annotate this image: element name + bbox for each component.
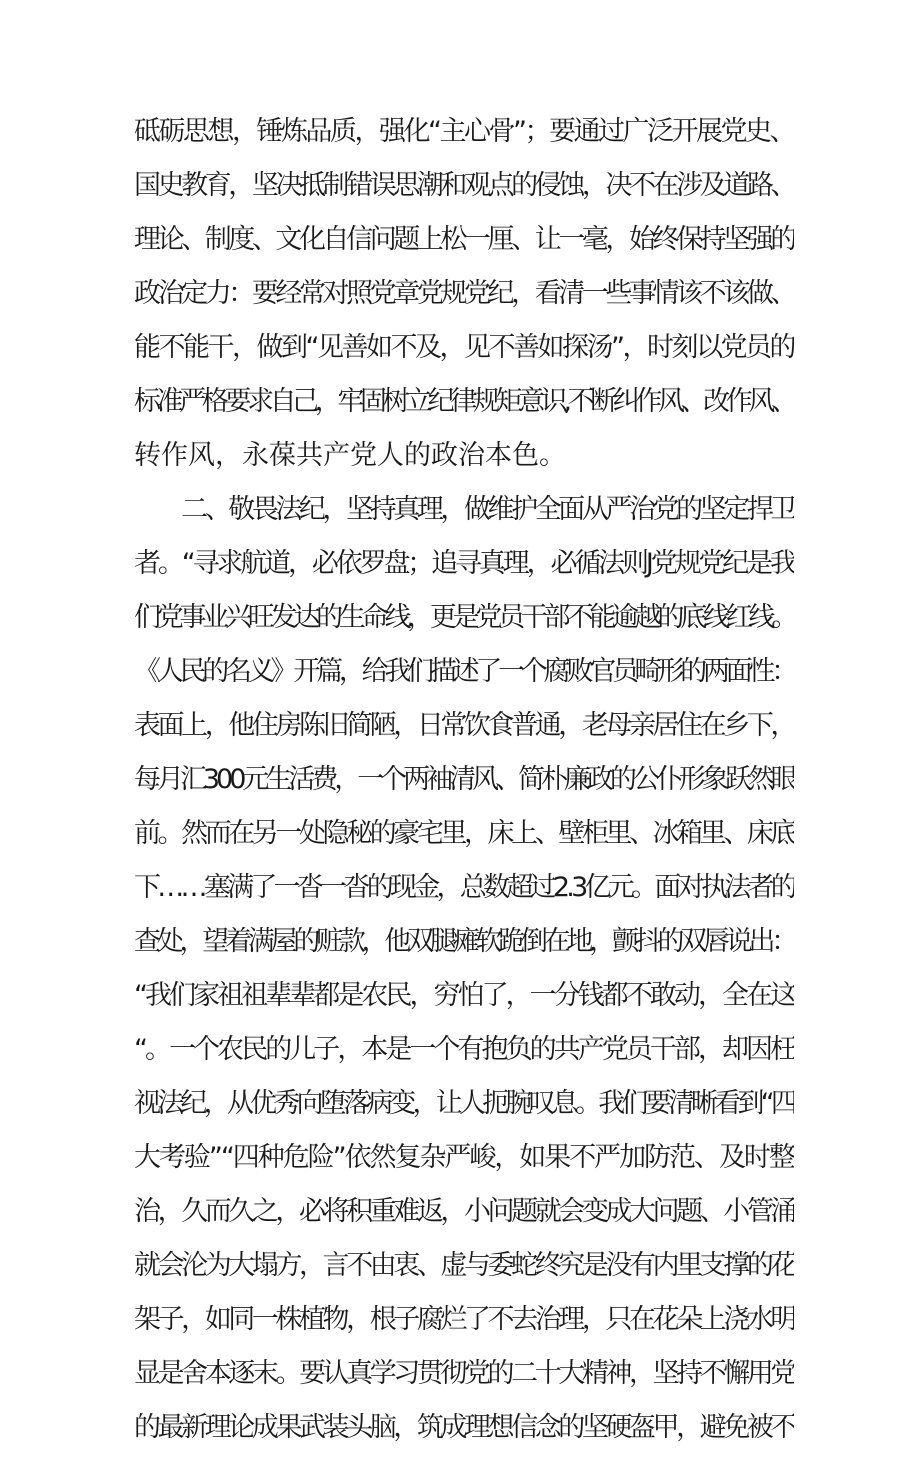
text-line: “。一个农民的儿子，本是一个有抱负的共产党员干部，却因枉 — [134, 1034, 794, 1065]
text-line: 表面上，他住房陈旧简陋，日常饮食普通，老母亲居住在乡下， — [134, 710, 794, 741]
text-line: 国史教育，坚决抵制错误思潮和观点的侵蚀，决不在涉及道路、 — [134, 170, 794, 201]
text-line: 架子，如同一株植物，根子腐烂了不去治理，只在花朵上浇水明 — [134, 1304, 794, 1335]
text-line: 大考验”“四种危险”依然复杂严峻，如果不严加防范、及时整 — [134, 1142, 794, 1173]
text-line: 前。然而在另一处隐秘的豪宅里，床上、壁柜里、冰箱里、床底 — [134, 818, 794, 849]
text-line: 《人民的名义》开篇，给我们描述了一个腐败官员畸形的两面性： — [134, 656, 794, 687]
text-line: 能不能干，做到“见善如不及，见不善如探汤”，时刻以党员的 — [134, 332, 794, 363]
text-line: 治，久而久之，必将积重难返，小问题就会变成大问题、小管涌 — [134, 1196, 794, 1227]
text-line: “我们家祖祖辈辈都是农民，穷怕了，一分钱都不敢动，全在这 — [134, 980, 794, 1011]
text-line: 的最新理论成果武装头脑，筑成理想信念的坚硬盔甲，避免被不 — [134, 1412, 794, 1443]
text-line: 下……塞满了一沓一沓的现金，总数超过2.3亿元。面对执法者的 — [134, 872, 794, 903]
text-line: 理论、制度、文化自信问题上松一厘、让一毫，始终保持坚强的 — [134, 224, 794, 255]
body-text — [134, 112, 794, 1462]
text-line: 砥砺思想，锤炼品质，强化“主心骨”；要通过广泛开展党史、 — [134, 116, 794, 147]
text-line: 政治定力：要经常对照党章党规党纪，看清一些事情该不该做、 — [134, 278, 794, 309]
text-line: 显是舍本逐末。要认真学习贯彻党的二十大精神，坚持不懈用党 — [134, 1358, 794, 1389]
text-line: 标准严格要求自己，牢固树立纪律规矩意识,不断纠作风、改作风、 — [134, 386, 794, 417]
text-line: 视法纪，从优秀向堕落病变，让人扼腕叹息。我们要清晰看到“四 — [134, 1088, 794, 1119]
text-line: 转作风，永葆共产党人的政治本色。 — [134, 440, 566, 471]
text-line: 每月汇300元生活费，一个两袖清风、简朴廉政的公仆形象跃然眼 — [134, 764, 794, 795]
text-line: 就会沦为大塌方，言不由衷、虚与委蛇终究是没有内里支撑的花 — [134, 1250, 794, 1281]
text-line: 二、敬畏法纪，坚持真理，做维护全面从严治党的坚定捍卫 — [134, 494, 794, 525]
text-line: 查处，望着满屋的赃款，他双腿瘫软跪倒在地，颤抖的双唇说出： — [134, 926, 794, 957]
text-line: 们党事业兴旺发达的生命线，更是党员干部不能逾越的底线红线。 — [134, 602, 794, 633]
text-line: 者。“寻求航道，必依罗盘；追寻真理，必循法则J党规党纪是我 — [134, 548, 794, 579]
